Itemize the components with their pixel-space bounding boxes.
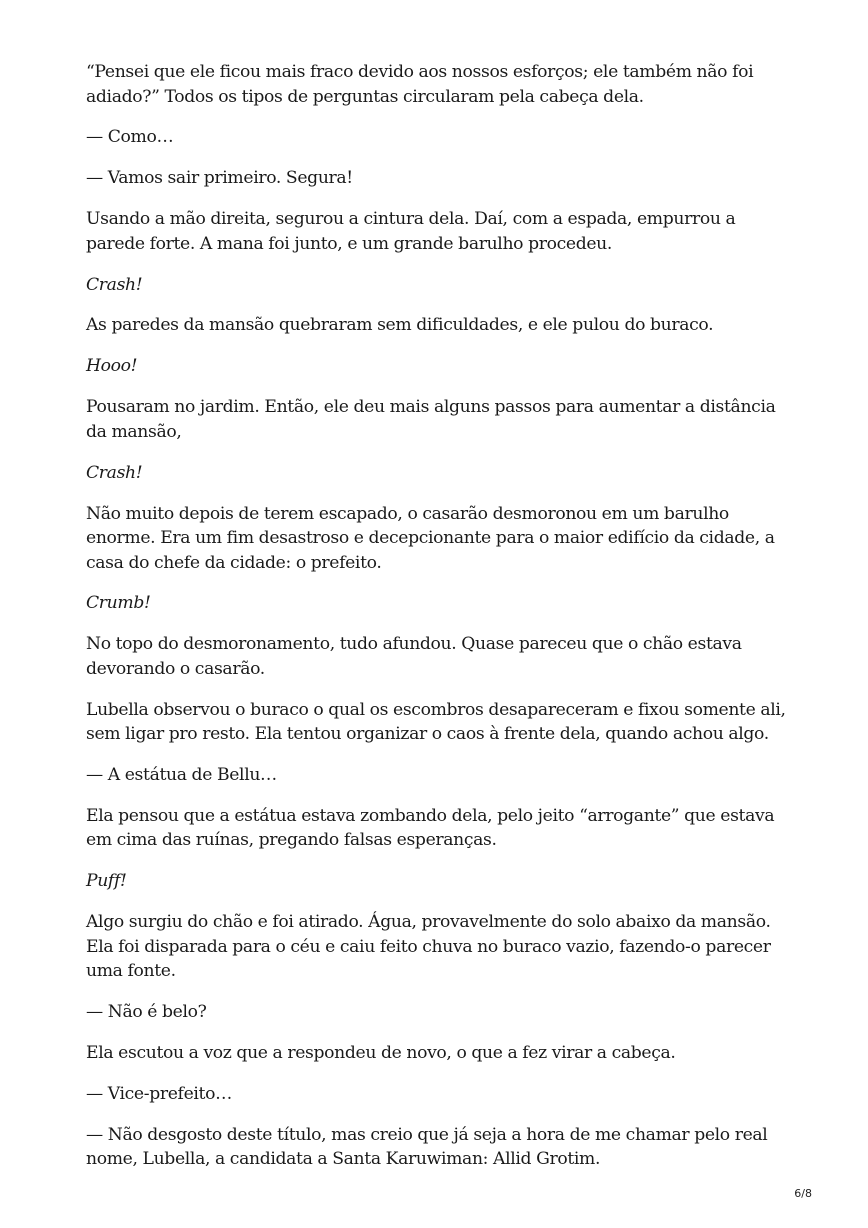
sound-effect-puff: Puff! bbox=[86, 871, 127, 892]
document-body bbox=[86, 60, 786, 1188]
paragraph-6: As paredes da mansão quebraram sem dificuldades, e ele pulou do buraco. bbox=[86, 315, 714, 336]
paragraph-19: Ela escutou a voz que a respondeu de novo, o que a fez virar a cabeça. bbox=[86, 1043, 676, 1064]
paragraph-8: Pousaram no jardim. Então, ele deu mais alguns passos para aumentar a distância da mansão, bbox=[86, 397, 776, 442]
paragraph-21: — Não desgosto deste título, mas creio que já seja a hora de me chamar pelo real nome, Lubella, a candidata a Santa Karuwiman: Allid Grotim. bbox=[86, 1124, 768, 1170]
paragraph-14: — A estátua de Bellu… bbox=[86, 765, 277, 786]
paragraph-4: Usando a mão direita, segurou a cintura dela. Daí, com a espada, empurrou a parede forte. A mana foi junto, e um grande barulho procedeu. bbox=[86, 209, 736, 254]
sound-effect-hooo: Hooo! bbox=[86, 356, 138, 377]
sound-effect-crash-2: Crash! bbox=[86, 462, 143, 483]
paragraph-3: — Vamos sair primeiro. Segura! bbox=[86, 168, 353, 189]
paragraph-10: Não muito depois de terem escapado, o casarão desmoronou em um barulho enorme. Era um fim desastroso e decepcionante para o maior edifício da cidade, a casa do chefe da cidade: o prefeito. bbox=[86, 503, 775, 573]
paragraph-18: — Não é belo? bbox=[86, 1002, 207, 1023]
paragraph-12: No topo do desmoronamento, tudo afundou. Quase pareceu que o chão estava devorando o casarão. bbox=[86, 634, 742, 679]
paragraph-2: — Como… bbox=[86, 127, 174, 148]
paragraph-1: “Pensei que ele ficou mais fraco devido aos nossos esforços; ele também não foi adiado?” Todos os tipos de perguntas circularam pela cabeça dela. bbox=[86, 62, 754, 107]
paragraph-17: Algo surgiu do chão e foi atirado. Água, provavelmente do solo abaixo da mansão. Ela foi disparada para o céu e caiu feito chuva no buraco vazio, fazendo-o parecer uma fonte. bbox=[86, 912, 771, 982]
page-number: 6/8 bbox=[794, 1187, 812, 1200]
paragraph-20: — Vice-prefeito… bbox=[86, 1083, 232, 1104]
paragraph-15: Ela pensou que a estátua estava zombando dela, pelo jeito “arrogante” que estava em cima das ruínas, pregando falsas esperanças. bbox=[86, 805, 775, 851]
sound-effect-crash: Crash! bbox=[86, 274, 143, 295]
sound-effect-crumb: Crumb! bbox=[86, 593, 151, 614]
paragraph-13: Lubella observou o buraco o qual os escombros desapareceram e fixou somente ali, sem ligar pro resto. Ela tentou organizar o caos à frente dela, quando achou algo. bbox=[86, 699, 786, 745]
